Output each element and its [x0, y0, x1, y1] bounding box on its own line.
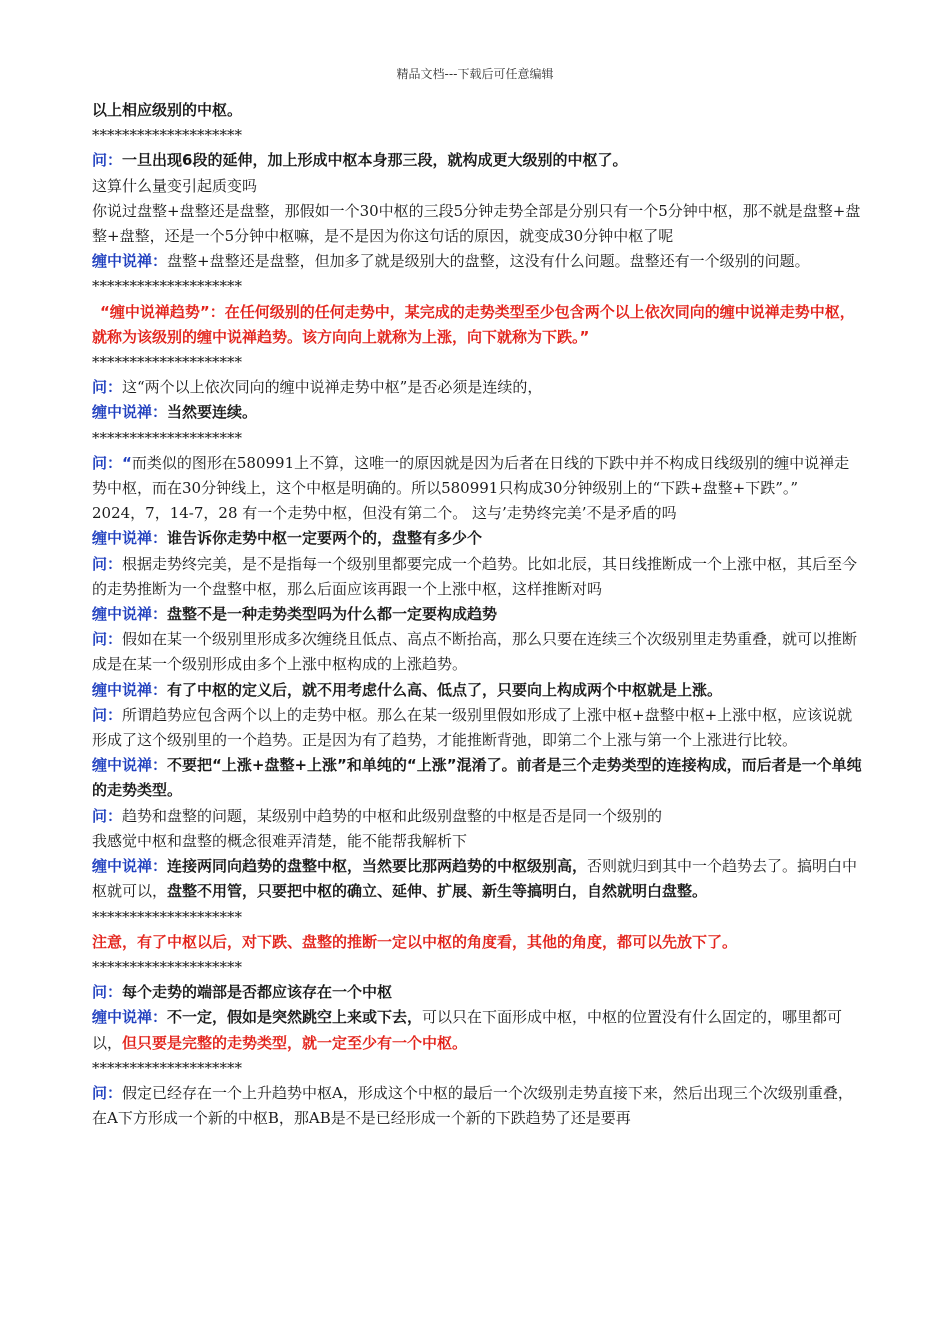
answer-label: 缠中说禅： [92, 403, 168, 422]
answer-text: 否则就归到其中一个趋势去了。搞明白中枢就可以， [92, 857, 858, 901]
question [92, 804, 864, 829]
question-label: 问： [92, 151, 123, 170]
answer-text-bold: 不一定，假如是突然跳空上来或下去， [167, 1008, 423, 1027]
answer [92, 854, 864, 904]
answer-text: 当然要连续。 [167, 403, 258, 422]
answer [92, 400, 864, 425]
question [92, 552, 864, 602]
answer-text: 可以只在下面形成中枢，中枢的位置没有什么固定的，哪里都可以， [92, 1008, 843, 1052]
separator: ******************** [92, 1058, 242, 1077]
answer [92, 1005, 864, 1055]
answer-label: 缠中说禅： [92, 252, 168, 271]
separator: ******************** [92, 277, 242, 296]
answer-text: 盘整+盘整还是盘整，但加多了就是级别大的盘整，这没有什么问题。盘整还有一个级别的问题。 [167, 252, 810, 271]
answer [92, 602, 864, 627]
document-body [92, 98, 864, 1131]
question-label: 问： [92, 705, 123, 724]
answer-text: 有了中枢的定义后，就不用考虑什么高、低点了，只要向上构成两个中枢就是上涨。 [167, 680, 723, 699]
answer-text-bold: 连接两同向趋势的盘整中枢，当然要比那两趋势的中枢级别高， [167, 857, 588, 876]
quote-mark: “ [122, 453, 132, 472]
question-label: 问： [92, 1083, 123, 1102]
question [92, 703, 864, 753]
answer-text: 不要把“上涨+盘整+上涨”和单纯的“上涨”混淆了。前者是三个走势类型的连接构成，而后者是一个单纯的走势类型。 [92, 756, 862, 800]
text-line: 2024，7，14-7，28 有一个走势中枢，但没有第二个。 这与’走势终完美’不是矛盾的吗 [92, 504, 677, 523]
answer [92, 526, 864, 551]
question-text: 假定已经存在一个上升趋势中枢A，形成这个中枢的最后一个次级别走势直接下来，然后出现三个次级别重叠，在A下方形成一个新的中枢B，那AB是不是已经形成一个新的下跌趋势了还是要再 [92, 1083, 853, 1128]
question [92, 451, 864, 501]
question-label: 问： [92, 983, 123, 1002]
answer [92, 249, 864, 274]
question [92, 980, 864, 1005]
question-text: 趋势和盘整的问题，某级别中趋势的中枢和此级别盘整的中枢是否是同一个级别的 [122, 806, 663, 825]
text-line: 你说过盘整+盘整还是盘整，那假如一个30中枢的三段5分钟走势全部是分别只有一个5分钟中枢，那不就是盘整+盘整+盘整，还是一个5分钟中枢嘛，是不是因为你这句话的原因，就变成30分钟中枢了呢 [92, 201, 861, 246]
answer-text: 谁告诉你走势中枢一定要两个的，盘整有多少个 [167, 529, 483, 548]
question-label: 问： [92, 378, 123, 397]
question-text: 所谓趋势应包含两个以上的走势中枢。那么在某一级别里假如形成了上涨中枢+盘整中枢+上涨中枢，应该说就形成了这个级别里的一个趋势。正是因为有了趋势，才能推断背弛，即第二个上涨与第一个上涨进行比较。 [92, 705, 853, 750]
question-label: 问： [92, 630, 123, 649]
answer-label: 缠中说禅： [92, 680, 168, 699]
answer-label: 缠中说禅： [92, 605, 168, 624]
text-line: 这算什么量变引起质变吗 [92, 176, 258, 195]
answer-label: 缠中说禅： [92, 529, 168, 548]
notice: 注意，有了中枢以后，对下跌、盘整的推断一定以中枢的角度看，其他的角度，都可以先放下了。 [92, 932, 738, 951]
answer-label: 缠中说禅： [92, 1008, 168, 1027]
separator: ******************** [92, 353, 242, 372]
answer-label: 缠中说禅： [92, 857, 168, 876]
question-label: 问： [92, 554, 123, 573]
question-text: 这“两个以上依次同向的缠中说禅走势中枢”是否必须是连续的， [122, 378, 543, 397]
question-label: 问： [92, 806, 123, 825]
question [92, 148, 864, 173]
question-text: 每个走势的端部是否都应该存在一个中枢 [122, 983, 393, 1002]
question-text: 根据走势终完美，是不是指每一个级别里都要完成一个趋势。比如北辰，其日线推断成一个上涨中枢，其后至今的走势推断为一个盘整中枢，那么后面应该再跟一个上涨中枢，这样推断对吗 [92, 554, 858, 598]
question-text: 假如在某一个级别里形成多次缠绕且低点、高点不断抬高，那么只要在连续三个次级别里走势重叠，就可以推断成是在某一个级别形成由多个上涨中枢构成的上涨趋势。 [92, 630, 858, 674]
separator: ******************** [92, 907, 242, 926]
answer-label: 缠中说禅： [92, 756, 168, 775]
question [92, 627, 864, 677]
definition-quote: “缠中说禅趋势”：在任何级别的任何走势中，某完成的走势类型至少包含两个以上依次同向的缠中说禅走势中枢，就称为该级别的缠中说禅趋势。该方向向上就称为上涨，向下就称为下跌。” [92, 302, 855, 346]
answer [92, 678, 864, 703]
text-line: 以上相应级别的中枢。 [92, 101, 243, 119]
question-text: 一旦出现6段的延伸，加上形成中枢本身那三段，就构成更大级别的中枢了。 [122, 151, 628, 170]
page-header: 精品文档---下载后可任意编辑 [396, 67, 554, 81]
question [92, 375, 864, 400]
question-label: 问： [92, 453, 123, 472]
question-text: 而类似的图形在580991上不算，这唯一的原因就是因为后者在日线的下跌中并不构成日线级别的缠中说禅走势中枢，而在30分钟线上，这个中枢是明确的。所以580991只构成30分钟级别上的“下跌+盘整+下跌”。” [92, 453, 850, 498]
separator: ******************** [92, 428, 242, 447]
answer-text-bold: 盘整不用管，只要把中枢的确立、延伸、扩展、新生等搞明白，自然就明白盘整。 [167, 882, 708, 901]
answer [92, 753, 864, 803]
answer-text-red: 但只要是完整的走势类型，就一定至少有一个中枢。 [122, 1033, 468, 1052]
question [92, 1081, 864, 1131]
answer-text: 盘整不是一种走势类型吗为什么都一定要构成趋势 [167, 605, 498, 624]
separator: ******************** [92, 126, 242, 145]
text-line: 我感觉中枢和盘整的概念很难弄清楚，能不能帮我解析下 [92, 831, 468, 850]
separator: ******************** [92, 957, 242, 976]
